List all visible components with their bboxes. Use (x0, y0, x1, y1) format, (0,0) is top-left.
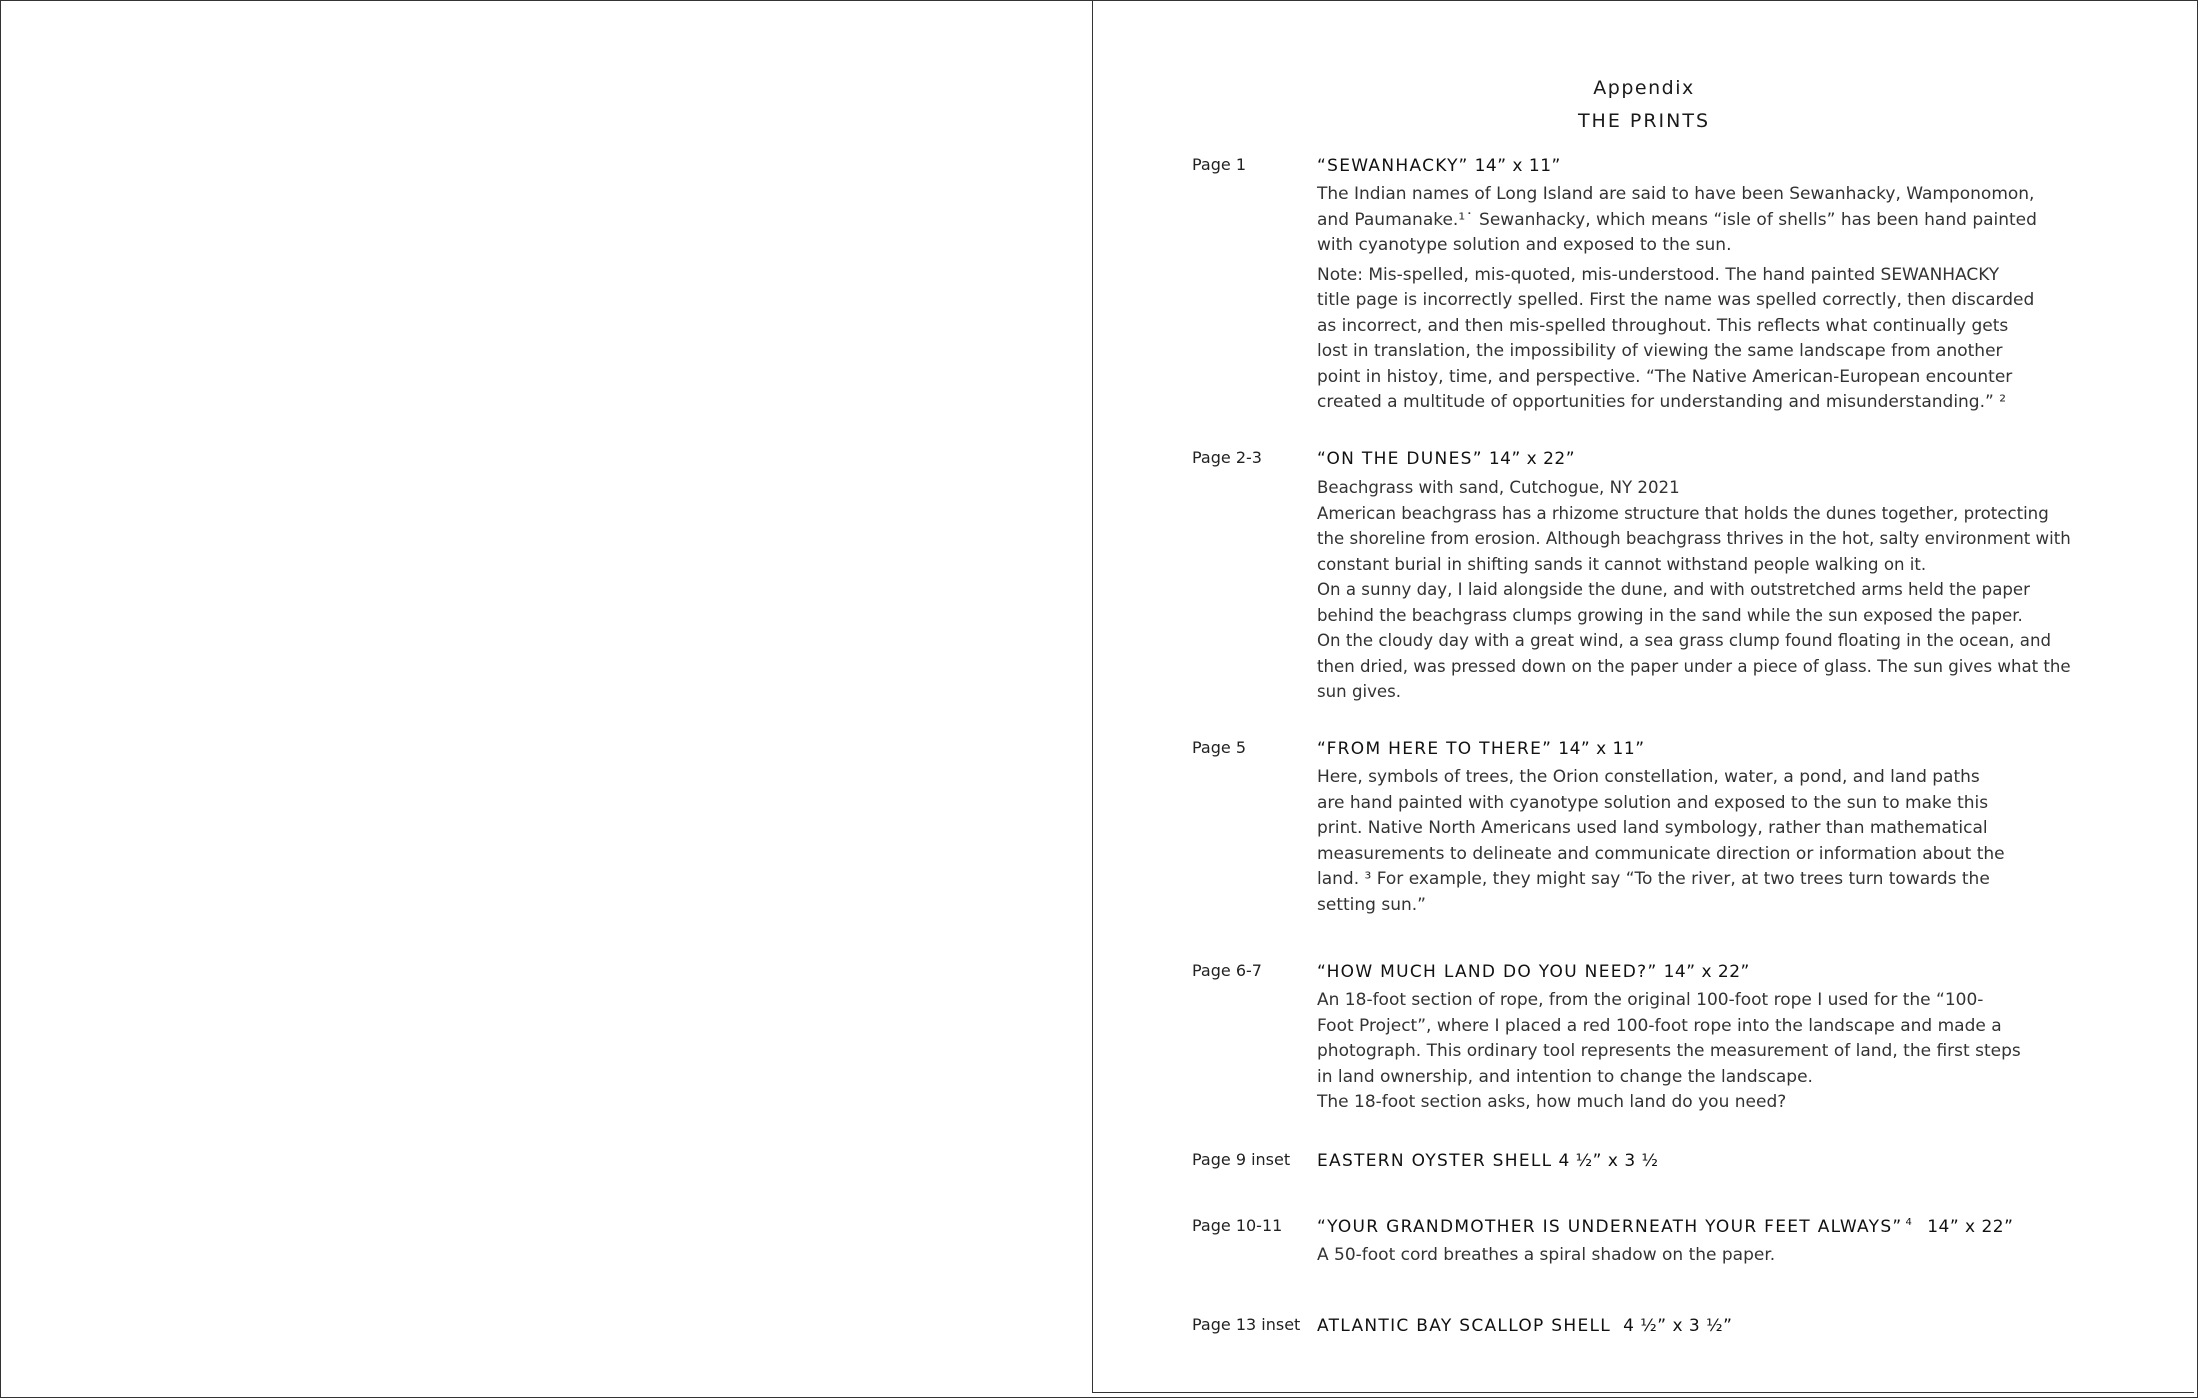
footnote-marker: 4 (1905, 1217, 1914, 1229)
description-line: sun gives. (1317, 682, 1402, 701)
entry-title (1317, 1315, 2177, 1337)
print-dimensions: 14” x 22” (1663, 962, 1750, 982)
description-line: setting sun.” (1317, 894, 1426, 915)
note-line: created a multitude of opportunities for understanding and misunderstanding.” ² (1317, 392, 2007, 412)
page-label: Page 9 inset (1192, 1150, 1291, 1169)
page-label: Page 2-3 (1192, 448, 1262, 467)
page-label: Page 5 (1192, 738, 1246, 757)
description-line: with cyanotype solution and exposed to the sun. (1317, 235, 1732, 255)
entry-body (1317, 738, 2177, 919)
print-title: EASTERN OYSTER SHELL (1317, 1151, 1553, 1171)
description-line: Foot Project”, where I placed a red 100-foot rope into the landscape and made a (1317, 1015, 2002, 1036)
appendix-subtitle: THE PRINTS (1577, 110, 1711, 132)
entry-body (1317, 1150, 2177, 1178)
print-dimensions: 14” x 22” (1488, 449, 1576, 469)
description-line: measurements to delineate and communicate direction or information about the (1317, 843, 2005, 864)
description-line: then dried, was pressed down on the paper under a piece of glass. The sun gives what the (1317, 656, 2071, 676)
description-line: Beachgrass with sand, Cutchogue, NY 2021 (1317, 478, 1680, 497)
description-line: The Indian names of Long Island are said to have been Sewanhacky, Wamponomon, (1317, 184, 2035, 204)
print-title: “SEWANHACKY” (1317, 156, 1469, 176)
left-page-blank (1, 1, 1092, 1397)
description-line: On a sunny day, I laid alongside the dune, and with outstretched arms held the paper (1317, 580, 2030, 599)
note-line: point in histoy, time, and perspective. “The Native American-European encounter (1317, 366, 2013, 387)
description-line: A 50-foot cord breathes a spiral shadow on the paper. (1317, 1245, 1776, 1265)
page-label: Page 13 inset (1192, 1315, 1301, 1334)
description-line: land. ³ For example, they might say “To the river, at two trees turn towards the (1317, 869, 1990, 889)
description-line: the shoreline from erosion. Although beachgrass thrives in the hot, salty environment with (1317, 529, 2071, 548)
entry-title (1317, 448, 2177, 470)
entry-title (1317, 1216, 2177, 1238)
entry-body (1317, 1216, 2177, 1270)
print-title: ATLANTIC BAY SCALLOP SHELL (1317, 1316, 1612, 1336)
right-page (1092, 1, 2194, 1393)
description-line: American beachgrass has a rhizome structure that holds the dunes together, protecting (1317, 503, 2049, 523)
entry-title (1317, 1150, 2177, 1172)
print-title: “FROM HERE TO THERE” (1317, 739, 1553, 759)
description-line: On the cloudy day with a great wind, a sea grass clump found floating in the ocean, and (1317, 631, 2051, 650)
appendix-title: Appendix (1593, 77, 1695, 99)
description-line: and Paumanake.¹˙ Sewanhacky, which means “isle of shells” has been hand painted (1317, 209, 2037, 230)
description-line: in land ownership, and intention to change the landscape. (1317, 1066, 1813, 1087)
page-label: Page 6-7 (1192, 961, 1262, 980)
note-line: title page is incorrectly spelled. First the name was spelled correctly, then discarded (1317, 290, 2035, 310)
print-title: “YOUR GRANDMOTHER IS UNDERNEATH YOUR FEET ALWAYS” (1317, 1217, 1903, 1237)
description-line: An 18-foot section of rope, from the original 100-foot rope I used for the “100- (1317, 990, 1984, 1010)
note-line: as incorrect, and then mis-spelled throughout. This reflects what continually gets (1317, 315, 2009, 336)
note-line: Note: Mis-spelled, mis-quoted, mis-understood. The hand painted SEWANHACKY (1317, 264, 2000, 285)
print-dimensions: 4 ½” x 3 ½” (1623, 1316, 1733, 1336)
description-line: behind the beachgrass clumps growing in the sand while the sun exposed the paper. (1317, 605, 2023, 625)
entry-body (1317, 961, 2177, 1117)
entry-body (1317, 1315, 2177, 1343)
print-dimensions: 14” x 11” (1474, 156, 1561, 176)
description-line: constant burial in shifting sands it cannot withstand people walking on it. (1317, 554, 1927, 574)
print-title: “ON THE DUNES” (1317, 449, 1483, 469)
print-dimensions: 14” x 22” (1927, 1217, 2014, 1237)
entry-body (1317, 155, 2177, 417)
entry-title (1317, 738, 2177, 760)
print-title: “HOW MUCH LAND DO YOU NEED?” (1317, 962, 1658, 982)
description-line: photograph. This ordinary tool represents the measurement of land, the first steps (1317, 1041, 2021, 1061)
note-line: lost in translation, the impossibility of viewing the same landscape from another (1317, 341, 2003, 361)
description-line: are hand painted with cyanotype solution and exposed to the sun to make this (1317, 792, 1989, 813)
page-label: Page 1 (1192, 155, 1246, 174)
print-dimensions: 14” x 11” (1558, 739, 1645, 759)
entry-title (1317, 961, 2177, 983)
description-line: Here, symbols of trees, the Orion constellation, water, a pond, and land paths (1317, 767, 1980, 787)
entry-title (1317, 155, 2177, 177)
print-dimensions: 4 ½” x 3 ½ (1558, 1151, 1659, 1171)
entry-body (1317, 448, 2177, 706)
description-line: print. Native North Americans used land symbology, rather than mathematical (1317, 818, 1988, 838)
page-label: Page 10-11 (1192, 1216, 1283, 1235)
description-line: The 18-foot section asks, how much land do you need? (1317, 1092, 1787, 1112)
